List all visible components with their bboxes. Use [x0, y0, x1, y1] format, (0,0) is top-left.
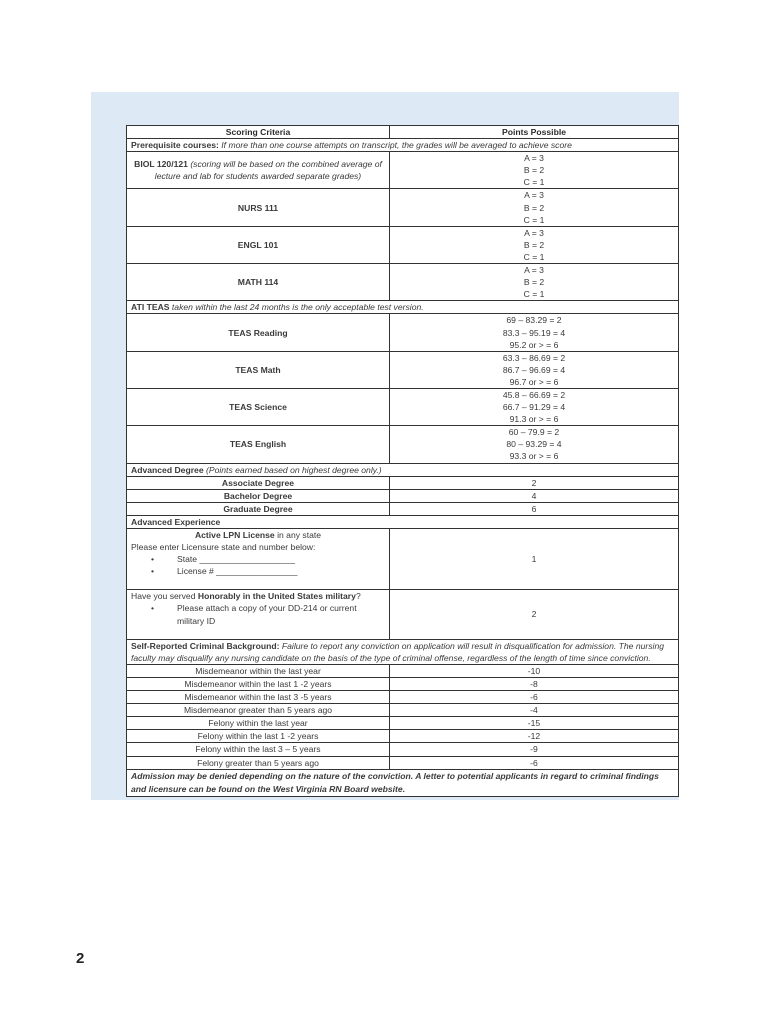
points-line: B = 2: [523, 202, 545, 213]
criteria-name: Felony greater than 5 years ago: [127, 756, 390, 769]
points-line: B = 2: [523, 277, 545, 288]
table-row: [127, 388, 679, 425]
section-note: Failure to report any conviction on application will result in disqualification for admission. The nursing faculty may disqualify any nursing candidate on the basis of the type of criminal offense, regardless of the length of time since conviction.: [131, 640, 665, 663]
header-points-possible: Points Possible: [390, 126, 679, 139]
points-line: 93.3 or > = 6: [509, 451, 559, 462]
criteria-note: (scoring will be based on the combined average of lecture and lab for students awarded separate grades): [154, 159, 382, 182]
points-line: 69 – 83.29 = 2: [506, 315, 562, 326]
points-value: -10: [390, 664, 679, 677]
table-row: [127, 264, 679, 301]
lpn-title: Active LPN License: [194, 530, 275, 540]
criteria-name: Felony within the last 3 – 5 years: [127, 743, 390, 756]
points-line: 83.3 – 95.19 = 4: [502, 327, 566, 338]
criteria-name: Bachelor Degree: [127, 489, 390, 502]
table-row-lpn: [127, 529, 679, 590]
criteria-name: TEAS Reading: [127, 314, 390, 351]
points-line: 60 – 79.9 = 2: [508, 427, 560, 438]
table-row: [127, 152, 679, 189]
criteria-name: BIOL 120/121: [134, 159, 188, 170]
table-row: [127, 426, 679, 463]
points-line: C = 1: [523, 177, 545, 188]
lpn-title-suffix: in any state: [274, 530, 322, 540]
points-value: -6: [390, 691, 679, 704]
points-value: 1: [390, 529, 679, 590]
section-row-degree: [127, 463, 679, 476]
table-header-row: [127, 126, 679, 139]
table-row: [127, 730, 679, 743]
table-row: [127, 351, 679, 388]
criteria-name: Felony within the last 1 -2 years: [127, 730, 390, 743]
table-row-military: [127, 590, 679, 639]
section-title: Advanced Degree: [131, 464, 204, 475]
section-row-criminal: [127, 639, 679, 664]
criteria-name: MATH 114: [127, 264, 390, 301]
points-value: -12: [390, 730, 679, 743]
lpn-bullet-list: [131, 553, 385, 577]
military-prefix: Have you served: [131, 591, 198, 602]
section-note: If more than one course attempts on transcript, the grades will be averaged to achieve score: [218, 140, 572, 151]
criteria-name: TEAS Science: [127, 388, 390, 425]
criteria-name: ENGL 101: [127, 226, 390, 263]
points-line: A = 3: [524, 153, 544, 164]
section-note: (Points earned based on highest degree only.): [203, 464, 382, 475]
points-line: 95.2 or > = 6: [509, 339, 559, 350]
criteria-name: Misdemeanor within the last 1 -2 years: [127, 677, 390, 690]
criteria-name: TEAS Math: [127, 351, 390, 388]
table-row: [127, 502, 679, 515]
points-line: 80 – 93.29 = 4: [506, 439, 562, 450]
points-line: A = 3: [524, 190, 544, 201]
points-line: C = 1: [523, 251, 545, 262]
criteria-name: Misdemeanor within the last year: [127, 664, 390, 677]
license-blank-field: • License # _________________: [151, 565, 385, 577]
criteria-name: Felony within the last year: [127, 717, 390, 730]
points-value: 6: [390, 502, 679, 515]
section-title: Prerequisite courses:: [131, 140, 219, 151]
table-row: [127, 664, 679, 677]
points-value: 4: [390, 489, 679, 502]
points-line: A = 3: [524, 265, 544, 276]
table-row: [127, 704, 679, 717]
scoring-criteria-table: [126, 125, 679, 797]
points-value: -8: [390, 677, 679, 690]
lpn-instruction: Please enter Licensure state and number below:: [131, 542, 316, 553]
points-line: 45.8 – 66.69 = 2: [502, 389, 566, 400]
points-line: B = 2: [523, 239, 545, 250]
points-line: 63.3 – 86.69 = 2: [502, 352, 566, 363]
page-number: 2: [76, 950, 85, 967]
criteria-name: Misdemeanor greater than 5 years ago: [127, 704, 390, 717]
points-line: C = 1: [523, 289, 545, 300]
table-row: [127, 717, 679, 730]
points-value: -4: [390, 704, 679, 717]
points-value: -9: [390, 743, 679, 756]
header-scoring-criteria: Scoring Criteria: [127, 126, 390, 139]
table-row: [127, 677, 679, 690]
admission-footnote: Admission may be denied depending on the nature of the conviction. A letter to potential applicants in regard to criminal findings and licensure can be found on the West Virginia RN Board website.: [127, 769, 679, 796]
points-value: -15: [390, 717, 679, 730]
points-value: -6: [390, 756, 679, 769]
military-bold: Honorably in the United States military: [197, 591, 356, 602]
table-row: [127, 691, 679, 704]
criteria-name: NURS 111: [127, 189, 390, 226]
military-bullet: • Please attach a copy of your DD-214 or current military ID: [151, 602, 385, 626]
criteria-name: Misdemeanor within the last 3 -5 years: [127, 691, 390, 704]
military-suffix: ?: [355, 591, 361, 602]
table-row: [127, 489, 679, 502]
criteria-name: Associate Degree: [127, 476, 390, 489]
section-row-experience: [127, 515, 679, 528]
points-line: A = 3: [524, 227, 544, 238]
table-row: [127, 226, 679, 263]
points-value: 2: [390, 590, 679, 639]
criteria-name: TEAS English: [127, 426, 390, 463]
table-row: [127, 189, 679, 226]
section-title: Self-Reported Criminal Background:: [131, 640, 280, 651]
table-row: [127, 314, 679, 351]
section-note: taken within the last 24 months is the only acceptable test version.: [169, 302, 424, 313]
military-bullet-list: [131, 602, 385, 626]
table-row: [127, 476, 679, 489]
points-line: 91.3 or > = 6: [509, 414, 559, 425]
points-value: 2: [390, 476, 679, 489]
table-row: [127, 756, 679, 769]
section-title: ATI TEAS: [131, 302, 170, 313]
points-line: 86.7 – 96.69 = 4: [502, 364, 566, 375]
state-blank-field: • State ____________________: [151, 553, 385, 565]
table-row: [127, 743, 679, 756]
footnote-row: [127, 769, 679, 796]
points-line: B = 2: [523, 165, 545, 176]
points-line: 66.7 – 91.29 = 4: [502, 402, 566, 413]
section-title: Advanced Experience: [127, 515, 679, 528]
points-line: C = 1: [523, 214, 545, 225]
section-row-teas: [127, 301, 679, 314]
criteria-name: Graduate Degree: [127, 502, 390, 515]
points-line: 96.7 or > = 6: [509, 376, 559, 387]
section-row-prerequisites: [127, 139, 679, 152]
